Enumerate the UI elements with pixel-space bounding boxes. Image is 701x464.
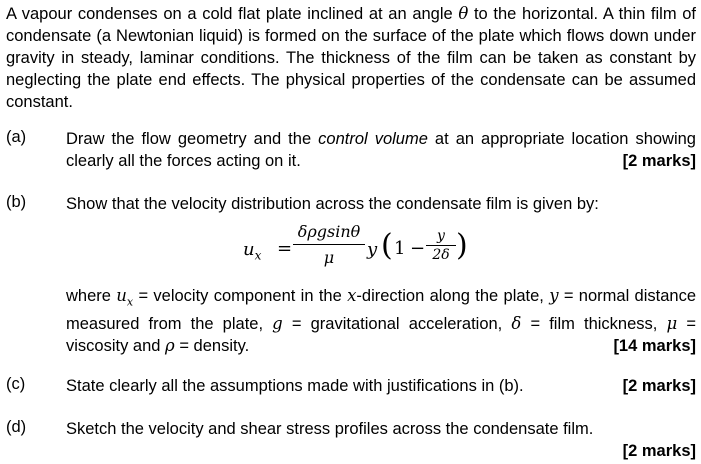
intro-text-1: A vapour condenses on a cold flat plate inclined at an angle (6, 5, 459, 23)
eq-lhs: $u_x$ (243, 239, 262, 263)
question-d-text: Sketch the velocity and shear stress profiles across the condensate film. [2 marks] (66, 420, 696, 460)
eq-one: 1 (394, 238, 406, 259)
eq-denominator: μ (323, 248, 335, 267)
question-d-marks: [2 marks] (622, 442, 696, 460)
question-c-label: (c) (6, 375, 26, 393)
eq-inner-bar (426, 245, 456, 246)
question-a-marks: [2 marks] (622, 152, 696, 170)
question-d-label: (d) (6, 418, 27, 436)
eq-inner-fraction (426, 228, 456, 263)
ux-symbol: $u_x$ (116, 286, 134, 309)
eq-equals: = (277, 238, 293, 259)
eq-y: y (367, 239, 378, 260)
theta-symbol: θ (458, 4, 469, 23)
velocity-equation (243, 222, 503, 274)
variable-definitions: where $u_x$ = velocity component in the x-direction along the plate, y = normal distance measured from the plate, g = gravitational acceleration, δ = film thickness, μ = viscosity and ρ = density. [14 marks] (66, 286, 697, 356)
eq-close-paren: ) (456, 228, 468, 263)
question-b-text: Show that the velocity distribution across the condensate film is given by: (66, 195, 599, 213)
question-b-marks: [14 marks] (613, 337, 696, 356)
eq-numerator: δρgsinθ (297, 222, 361, 241)
control-volume-italic: control volume (318, 130, 428, 148)
eq-inner-denominator: 2δ (432, 247, 450, 263)
question-b-label: (b) (6, 193, 27, 211)
eq-fraction (293, 222, 365, 269)
eq-minus: − (410, 238, 426, 259)
intro-text-2: to the horizontal. A thin film of condensate (a Newtonian liquid) is formed on the surface of the plate which flows down under gravity in steady, laminar conditions. The thickness of the film can be taken as constant by neglecting the plate end effects. The physical properties of the condensate can be assumed constant. (6, 5, 697, 111)
question-a-label: (a) (6, 128, 27, 146)
eq-fraction-bar (293, 244, 365, 245)
problem-intro (6, 3, 696, 113)
question-c-text: State clearly all the assumptions made with justifications in (b). [2 marks] (66, 377, 696, 395)
eq-inner-numerator: y (437, 228, 445, 244)
question-c-marks: [2 marks] (622, 377, 696, 395)
question-a-text: Draw the flow geometry and the control volume at an appropriate location showing clearly all the forces acting on it. [2 marks] (66, 130, 696, 170)
eq-open-paren: ( (381, 228, 393, 263)
